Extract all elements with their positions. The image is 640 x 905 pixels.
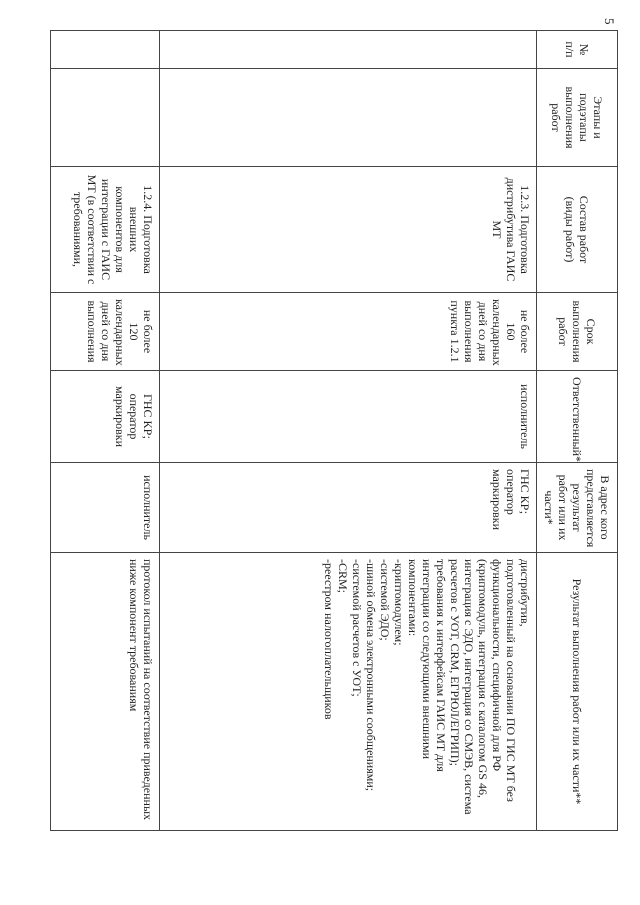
work-plan-table (50, 30, 618, 831)
row-stage (51, 69, 160, 167)
row-result: дистрибутив, подготовленный на основании ПО ГИС МТ без функциональности, специфичной для РФ (криптомодуль, интеграция с каталогом GS 46, интеграция с ЭДО, интеграция со СМЭВ, система расчетов с УОТ, CRM, ЕГРЮЛ/ЕГРИП); требования к интерфейсам ГАИС МТ для интеграции со следующими внешними компонентами: -криптомодулем; -системой ЭДО; -шиной обмена электронными сообщениями; -системой расчетов с УОТ; -CRM; -реестром налогоплательщиков (160, 553, 537, 831)
row-addressee: ГНС КР; оператор маркировки (160, 463, 537, 553)
table-row (51, 31, 160, 831)
header-num: № п/п (537, 31, 618, 69)
header-addressee: В адрес кого представляется результат работ или их части* (537, 463, 618, 553)
header-responsible: Ответственный* (537, 371, 618, 463)
row-num (160, 31, 537, 69)
header-stage: Этапы и подэтапы выполнения работ (537, 69, 618, 167)
row-deadline: не более 120 календарных дней со дня выполнения (51, 293, 160, 371)
header-works: Состав работ (виды работ) (537, 167, 618, 293)
row-deadline: не более 160 календарных дней со дня выполнения пункта 1.2.1 (160, 293, 537, 371)
row-works: 1.2.3. Подготовка дистрибутива ГАИС МТ (160, 167, 537, 293)
row-stage (160, 69, 537, 167)
page-number: 5 (602, 18, 617, 25)
row-responsible: ГНС КР; оператор маркировки (51, 371, 160, 463)
table-header-row (537, 31, 618, 831)
header-result: Результат выполнения работ или их части** (537, 553, 618, 831)
row-responsible: исполнитель (160, 371, 537, 463)
row-addressee: исполнитель (51, 463, 160, 553)
table-row (160, 31, 537, 831)
rotated-table-sheet (43, 30, 618, 905)
row-works: 1.2.4. Подготовка внешних компонентов для интеграции с ГАИС МТ (в соответствии с требованиями, (51, 167, 160, 293)
row-num (51, 31, 160, 69)
row-result: протокол испытаний на соответствие приведенных ниже компонент требованиям (51, 553, 160, 831)
header-deadline: Срок выполнения работ (537, 293, 618, 371)
